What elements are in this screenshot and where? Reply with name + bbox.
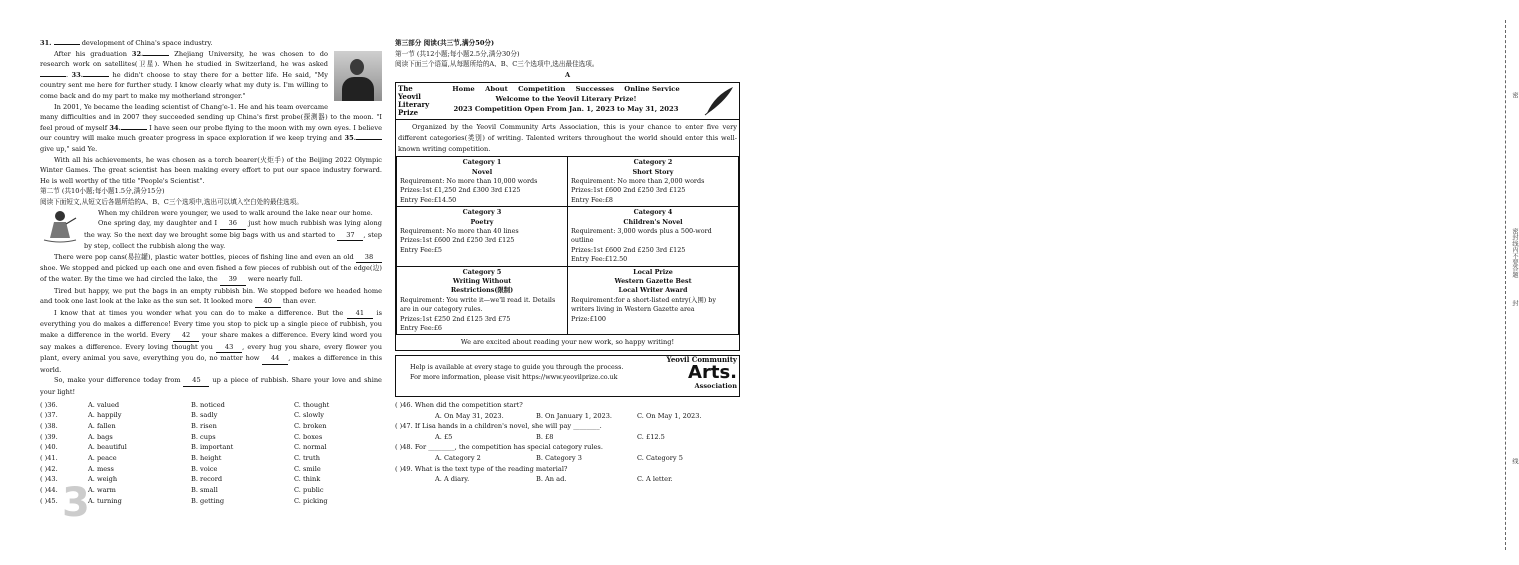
question-47: ( )47. If Lisa hands in a children's novel, she will pay ________. A. £5 B. £8 C. £12.5 xyxy=(395,422,665,441)
seal-line xyxy=(1505,20,1506,550)
option-row: ( )41. A. peace B. height C. truth xyxy=(40,454,320,463)
section-2-title: 第二节 (共10小题;每小题1.5分,满分15分) xyxy=(40,187,165,196)
section-1-title: 第一节 (共12小题;每小题2.5分,满分30分) xyxy=(395,49,520,58)
prize-logo: The Yeovil Literary Prize xyxy=(398,84,430,118)
questions-46-49 xyxy=(395,400,740,485)
option-row: ( )40. A. beautiful B. important C. normal xyxy=(40,443,327,452)
nav-successes[interactable]: Successes xyxy=(575,85,614,94)
category-cell: Category 5 Writing Without Restrictions(限制) Requirement: You write it—we'll read it. Details are in our category rules. Prizes:1st £250 2nd £125 3rd £75 Entry Fee:£6 xyxy=(397,266,568,335)
nav-about[interactable]: About xyxy=(485,85,508,94)
scientist-photo xyxy=(334,51,382,101)
ad-closing: We are excited about reading your new work, so happy writing! xyxy=(460,338,675,347)
passage-letter: A xyxy=(564,70,571,79)
quill-icon xyxy=(701,85,735,117)
option-row: ( )37. A. happily B. sadly C. slowly xyxy=(40,411,324,420)
girl-illustration xyxy=(40,208,80,244)
section-1-instruction: 阅读下面三个语篇,从每题所给的A、B、C三个选项中,选出最佳选项。 xyxy=(395,60,599,69)
option-row: ( )45. A. turning B. getting C. picking xyxy=(40,496,328,505)
category-cell: Category 2 Short Story Requirement: No more than 2,000 words Prizes:1st £600 2nd £250 3rd £125 Entry Fee:£8 xyxy=(568,157,739,207)
question-46: ( )46. When did the competition start? A. On May 31, 2023. B. On January 1, 2023. C. On May 1, 2023. xyxy=(395,401,702,420)
option-row: ( )44. A. warm B. small C. public xyxy=(40,486,324,495)
seal-label-feng: 封 xyxy=(1511,300,1518,307)
story-s6: So, make your difference today from 45 up a piece of rubbish. Share your love and shine your light! xyxy=(40,376,382,396)
question-49: ( )49. What is the text type of the reading material? A. A diary. B. An ad. C. A letter. xyxy=(395,464,673,484)
welcome-title: Welcome to the Yeovil Literary Prize! xyxy=(495,95,637,104)
page-number: 3 xyxy=(62,480,90,526)
options-36-45 xyxy=(40,400,382,507)
para-32: After his graduation 32. Zhejiang University, he was chosen to do research work on satellites(卫星). When he studied in Switzerland, he was asked . 33. he didn't choose to stay there for a better life. He said, "My country sent me here for further study. I know clearly what my duty is. I'm willing to come back and do my part to make my motherland stronger." xyxy=(40,49,328,100)
help-text: Help is available at every stage to guide you through the process. For more information, please visit https://www.yeovilprize.co.uk xyxy=(410,362,630,382)
categories-table xyxy=(396,156,739,335)
left-column xyxy=(40,38,382,506)
nav-bar xyxy=(436,84,696,114)
option-row: ( )36. A. valued B. noticed C. thought xyxy=(40,400,330,409)
story-s3: There were pop cans(易拉罐), plastic water bottles, pieces of fishing line and even an old 38 shoe. We stopped and picked up each one and even fished a few pieces of rubbish out of the edge(边) of the water. By the time we had circled the lake, the 39 were nearly full. xyxy=(40,252,382,286)
section-2-instruction: 阅读下面短文,从短文后各题所给的A、B、C三个选项中,选出可以填入空白处的最佳选项。 xyxy=(40,197,303,206)
story-s5: I know that at times you wonder what you can do to make a difference. But the 41 is everything you do makes a difference! Every time you stop to pick up a single piece of rubbish, you make a difference in the world. Every 42 your share makes a difference. Every kind word you say makes a difference. Every loving thought you 43 , every hug you share, every flower you plant, every animal you save, everything you do, no matter how 44 , makes a difference in this world. xyxy=(40,308,382,374)
option-row: ( )38. A. fallen B. risen C. broken xyxy=(40,421,327,430)
story-s1: When my children were younger, we used to walk around the lake near our home. xyxy=(98,208,373,217)
nav-online-service[interactable]: Online Service xyxy=(624,85,680,94)
category-cell: Category 3 Poetry Requirement: No more than 40 lines Prizes:1st £600 2nd £250 3rd £125 Entry Fee:£5 xyxy=(397,207,568,266)
ad-intro: Organized by the Yeovil Community Arts Association, this is your chance to enter five very different categories(类别) of writing. Talented writers throughout the world should enter this well-known writing competition. xyxy=(398,123,737,153)
blank-31 xyxy=(54,44,80,45)
category-cell: Local Prize Western Gazette Best Local Writer Award Requirement:for a short-listed entry(入围) by writers living in Western Gazette area Prize:£100 xyxy=(568,266,739,335)
binding-margin xyxy=(740,0,1518,565)
option-row: ( )42. A. mess B. voice C. smile xyxy=(40,464,321,473)
right-column xyxy=(395,38,740,485)
option-row: ( )43. A. weigh B. record C. think xyxy=(40,475,321,484)
ad-header xyxy=(396,83,739,120)
association-brand: Yeovil Community Arts. Association xyxy=(666,355,737,391)
seal-label-xian: 线 xyxy=(1511,458,1518,465)
website-link[interactable]: For more information, please visit https://www.yeovilprize.co.uk xyxy=(410,373,618,382)
seal-warning: 密封线内不要答题 xyxy=(1511,228,1518,278)
story-s2: One spring day, my daughter and I 36 just how much rubbish was lying along the way. So the next day we brought some big bags with us and started to 37 , step by step, collect the rubbish along the way. xyxy=(84,219,382,251)
option-row: ( )39. A. bags B. cups C. boxes xyxy=(40,432,323,441)
category-cell: Category 1 Novel Requirement: No more than 10,000 words Prizes:1st £1,250 2nd £300 3rd £125 Entry Fee:£14.50 xyxy=(397,157,568,207)
question-48: ( )48. For ________, the competition has special category rules. A. Category 2 B. Category 3 C. Category 5 xyxy=(395,443,683,463)
category-cell: Category 4 Children's Novel Requirement: 3,000 words plus a 500-word outline Prizes:1st £600 2nd £250 3rd £125 Entry Fee:£12.50 xyxy=(568,207,739,266)
ad-box xyxy=(395,82,740,351)
para-31: 31. development of China's space industry. xyxy=(40,39,213,47)
para-35: With all his achievements, he was chosen as a torch bearer(火炬手) of the Beijing 2022 Olympic Winter Games. The great scientist has been making every effort to put our space industry forward. He is well worthy of the title "People's Scientist". xyxy=(40,155,382,185)
part-3-title: 第三部分 阅读(共三节,满分50分) xyxy=(395,39,495,47)
nav-competition[interactable]: Competition xyxy=(518,85,566,94)
seal-label-mi: 密 xyxy=(1511,92,1518,99)
help-box xyxy=(395,355,740,397)
nav-home[interactable]: Home xyxy=(452,85,475,94)
competition-dates: 2023 Competition Open From Jan. 1, 2023 to May 31, 2023 xyxy=(453,105,679,114)
story-s4: Tired but happy, we put the bags in an empty rubbish bin. We stopped before we headed home and took one last look at the lake as the sun set. It looked more 40 than ever. xyxy=(40,286,382,308)
para-34: In 2001, Ye became the leading scientist of Chang'e-1. He and his team overcame many difficulties and in 2007 they succeeded sending up China's first probe(探测器) to the moon. "I feel proud of myself 34. I have seen our probe flying to the moon with my own eyes. I believe our country will make much greater progress in space exploration if we keep trying and 35. give up," said Ye. xyxy=(40,102,382,153)
